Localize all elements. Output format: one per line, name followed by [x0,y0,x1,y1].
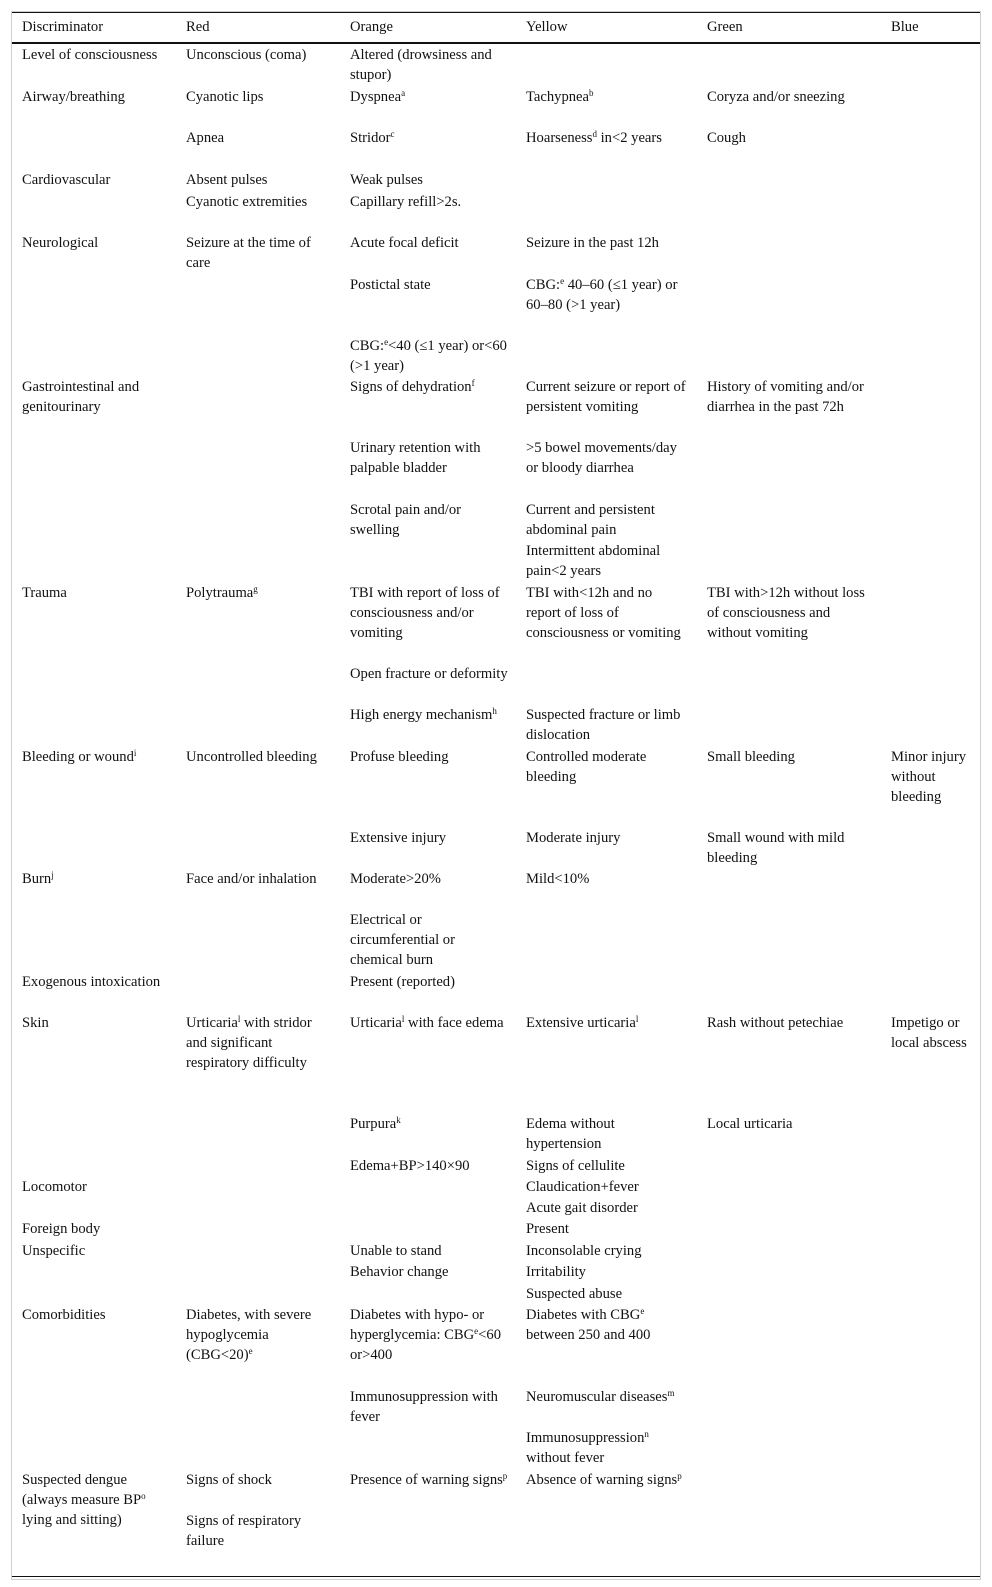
cell-text: Acute focal deficit [350,235,459,251]
cell-text: Coryza and/or sneezing [707,89,845,105]
cell-orange [350,664,510,684]
cell-discriminator [22,1241,172,1261]
cell-orange [350,1013,510,1033]
cell-red [186,1013,336,1073]
cell-orange [350,972,510,992]
cell-discriminator [22,377,172,417]
cell-text: Cyanotic extremities [186,194,308,210]
cell-text: Intermittent abdominal pain<2 years [526,543,661,579]
cell-yellow [526,1156,690,1176]
cell-yellow [526,1428,690,1468]
cell-text: Signs of cellulite [526,1158,625,1174]
cell-text: Suspected dengue (always measure BP [22,1472,142,1508]
cell-yellow [526,128,690,148]
cell-discriminator [22,1013,172,1033]
cell-text: Moderate injury [526,830,621,846]
cell-text: Small bleeding [707,749,795,765]
cell-text: Signs of dehydration [350,379,472,395]
cell-yellow [526,1013,690,1033]
cell-discriminator [22,45,172,65]
cell-discriminator [22,170,172,190]
cell-red [186,869,336,889]
cell-red [186,583,336,603]
cell-orange [350,45,510,85]
cell-orange [350,1114,510,1134]
cell-orange [350,233,510,253]
cell-text-cont: with stridor and significant respiratory difficulty [186,1015,312,1071]
cell-yellow [526,1114,690,1154]
cell-text: Locomotor [22,1179,87,1195]
cell-text: Seizure in the past 12h [526,235,659,251]
cell-text: Signs of shock [186,1472,272,1488]
cell-orange [350,1262,510,1282]
cell-text-cont: <60 or>400 [350,1327,501,1363]
cell-orange [350,705,510,725]
cell-orange [350,828,510,848]
cell-discriminator [22,1177,172,1197]
cell-orange [350,170,510,190]
cell-orange [350,583,510,643]
cell-yellow [526,1198,690,1218]
cell-green [707,747,875,767]
cell-text-cont: without fever [526,1450,605,1466]
cell-text: Hoarseness [526,130,593,146]
cell-text: High energy mechanism [350,707,493,723]
cell-text: Rash without petechiae [707,1015,844,1031]
cell-yellow [526,1284,690,1304]
header-discriminator: Discriminator [22,19,104,35]
cell-orange [350,377,510,397]
cell-text: Apnea [186,130,225,146]
cell-orange [350,128,510,148]
cell-yellow [526,1387,690,1407]
cell-red [186,1470,336,1490]
footnote-marker: j [51,870,54,881]
cell-discriminator [22,583,172,603]
cell-text: Edema without hypertension [526,1116,615,1152]
cell-text: Local urticaria [707,1116,793,1132]
cell-discriminator [22,233,172,253]
cell-green [707,128,875,148]
cell-text: Postictal state [350,277,431,293]
cell-discriminator [22,1470,172,1530]
cell-text: Current seizure or report of persistent vomiting [526,379,686,415]
footnote-marker: c [390,129,395,140]
cell-text: Inconsolable crying [526,1243,642,1259]
cell-orange [350,438,510,478]
cell-orange [350,275,510,295]
cell-text: Cardiovascular [22,172,111,188]
cell-discriminator [22,1305,172,1325]
cell-text: Cyanotic lips [186,89,264,105]
cell-text: Unconscious (coma) [186,47,307,63]
cell-text: Stridor [350,130,391,146]
footnote-marker: e [474,1326,479,1337]
cell-text: Suspected abuse [526,1286,623,1302]
cell-red [186,45,336,65]
footnote-marker: e [640,1306,645,1317]
cell-text: Neuromuscular diseases [526,1389,668,1405]
cell-text: Profuse bleeding [350,749,449,765]
cell-yellow [526,1241,690,1261]
cell-yellow [526,1219,690,1239]
footnote-marker: h [492,706,497,717]
cell-red [186,233,336,273]
cell-text: History of vomiting and/or diarrhea in the past 72h [707,379,864,415]
cell-text: Urinary retention with palpable bladder [350,440,481,476]
footnote-marker: m [667,1388,675,1399]
cell-text-cont: in<2 years [596,130,662,146]
cell-text: Present [526,1221,569,1237]
cell-text: Small wound with mild bleeding [707,830,845,866]
cell-text: Exogenous intoxication [22,974,161,990]
cell-text: Claudication+fever [526,1179,639,1195]
cell-text: Diabetes with CBG [526,1307,641,1323]
cell-yellow [526,828,690,848]
cell-text: >5 bowel movements/day or bloody diarrhea [526,440,677,476]
cell-yellow [526,705,690,745]
cell-text: Level of consciousness [22,47,158,63]
cell-yellow [526,747,690,787]
cell-text: TBI with<12h and no report of loss of consciousness or vomiting [526,585,681,641]
cell-text: Weak pulses [350,172,423,188]
cell-orange [350,910,510,970]
cell-green [707,828,875,868]
header-yellow: Yellow [526,19,568,35]
cell-text: Signs of respiratory failure [186,1513,302,1549]
cell-text-cont: <40 (≤1 year) or<60 (>1 year) [350,338,507,374]
cell-text: Capillary refill>2s. [350,194,462,210]
footnote-marker: a [401,88,406,99]
cell-text: Neurological [22,235,99,251]
cell-discriminator [22,747,172,767]
cell-text: Extensive urticaria [526,1015,636,1031]
cell-text: Behavior change [350,1264,449,1280]
footnote-marker: n [644,1429,649,1440]
cell-text: Unspecific [22,1243,86,1259]
footnote-marker: l [237,1014,241,1025]
cell-text: Suspected fracture or limb dislocation [526,707,681,743]
cell-text: Diabetes, with severe hypoglycemia (CBG<20) [186,1307,312,1363]
cell-text: Unable to stand [350,1243,442,1259]
cell-discriminator [22,869,172,889]
footnote-marker: g [253,584,258,595]
cell-text: Mild<10% [526,871,590,887]
footnote-marker: k [396,1115,401,1126]
cell-text: Urticaria [186,1015,238,1031]
cell-text: Tachypnea [526,89,589,105]
cell-yellow [526,233,690,253]
cell-yellow [526,275,690,315]
cell-red [186,87,336,107]
cell-text: Controlled moderate bleeding [526,749,647,785]
footnote-marker: e [248,1346,253,1357]
cell-green [707,87,875,107]
cell-yellow [526,87,690,107]
cell-yellow [526,1305,690,1345]
cell-orange [350,1305,510,1365]
cell-text: Burn [22,871,52,887]
cell-text: Trauma [22,585,67,601]
footnote-marker: l [401,1014,405,1025]
cell-text: Absent pulses [186,172,268,188]
cell-text: Moderate>20% [350,871,441,887]
footnote-marker: l [635,1014,639,1025]
cell-green [707,1013,875,1033]
cell-text: Current and persistent abdominal pain [526,502,655,538]
footnote-marker: i [133,748,137,759]
triage-table [11,11,981,1580]
cell-text: Urticaria [350,1015,402,1031]
cell-text: Immunosuppression [526,1430,645,1446]
footnote-marker: b [589,88,594,99]
footnote-marker: p [677,1471,682,1482]
cell-orange [350,1241,510,1261]
footnote-marker: p [502,1471,508,1482]
header-blue: Blue [891,19,919,35]
cell-orange [350,87,510,107]
cell-orange [350,1156,510,1176]
cell-red [186,1511,336,1551]
cell-yellow [526,1177,690,1197]
header-red: Red [186,19,210,35]
cell-orange [350,1470,510,1490]
cell-text: CBG: [350,338,385,354]
cell-yellow [526,500,690,540]
cell-text: Gastrointestinal and genitourinary [22,379,140,415]
cell-text: Dyspnea [350,89,402,105]
footnote-marker: f [471,378,475,389]
cell-yellow [526,583,690,643]
cell-orange [350,500,510,540]
cell-text-cont: 40–60 (≤1 year) or 60–80 (>1 year) [526,277,678,313]
cell-text: Purpura [350,1116,397,1132]
cell-red [186,747,336,767]
cell-text: Polytrauma [186,585,254,601]
header-orange: Orange [350,19,393,35]
cell-red [186,128,336,148]
cell-orange [350,192,510,212]
cell-text: Open fracture or deformity [350,666,508,682]
cell-text: Immunosuppression with fever [350,1389,498,1425]
cell-text: TBI with>12h without loss of consciousness and without vomiting [707,585,865,641]
table-top-rule [12,12,980,13]
cell-blue [891,1013,971,1053]
cell-text: Irritability [526,1264,586,1280]
footnote-marker: d [592,129,597,140]
cell-text: Impetigo or local abscess [891,1015,967,1051]
cell-text: Edema+BP>140×90 [350,1158,470,1174]
cell-text: Absence of warning signs [526,1472,678,1488]
header-green: Green [707,19,743,35]
cell-text-cont: between 250 and 400 [526,1327,651,1343]
cell-text: Altered (drowsiness and stupor) [350,47,492,83]
cell-text: Bleeding or wound [22,749,134,765]
cell-green [707,1114,875,1134]
cell-text: CBG: [526,277,561,293]
cell-yellow [526,438,690,478]
cell-orange [350,747,510,767]
cell-text: Minor injury without bleeding [891,749,966,805]
cell-text: Presence of warning signs [350,1472,503,1488]
cell-discriminator [22,1219,172,1239]
cell-text: Electrical or circumferential or chemical burn [350,912,455,968]
cell-yellow [526,869,690,889]
cell-text: Extensive injury [350,830,447,846]
cell-text-cont: with face edema [404,1015,504,1031]
cell-yellow [526,377,690,417]
cell-text: Present (reported) [350,974,455,990]
cell-text: Comorbidities [22,1307,106,1323]
cell-text-cont: lying and sitting) [22,1512,122,1528]
cell-blue [891,747,971,807]
header-rule [12,42,980,44]
cell-red [186,170,336,190]
cell-text: Scrotal pain and/or swelling [350,502,462,538]
cell-green [707,583,875,643]
footnote-marker: o [141,1491,146,1502]
footnote-marker: e [560,276,565,287]
cell-text: Acute gait disorder [526,1200,638,1216]
cell-text: Diabetes with hypo- or hyperglycemia: CBG [350,1307,485,1343]
cell-orange [350,1387,510,1427]
cell-green [707,377,875,417]
cell-yellow [526,1262,690,1282]
cell-text: Skin [22,1015,49,1031]
cell-discriminator [22,87,172,107]
table-bottom-rule [12,1576,980,1577]
cell-text: Airway/breathing [22,89,125,105]
cell-red [186,1305,336,1365]
cell-yellow [526,1470,690,1490]
cell-text: Uncontrolled bleeding [186,749,317,765]
cell-text: Face and/or inhalation [186,871,317,887]
cell-red [186,192,336,212]
cell-discriminator [22,972,172,992]
cell-orange [350,336,510,376]
cell-text: Seizure at the time of care [186,235,311,271]
cell-yellow [526,541,690,581]
cell-text: Foreign body [22,1221,101,1237]
cell-text: Cough [707,130,746,146]
cell-orange [350,869,510,889]
footnote-marker: e [384,337,389,348]
cell-text: TBI with report of loss of consciousness and/or vomiting [350,585,500,641]
